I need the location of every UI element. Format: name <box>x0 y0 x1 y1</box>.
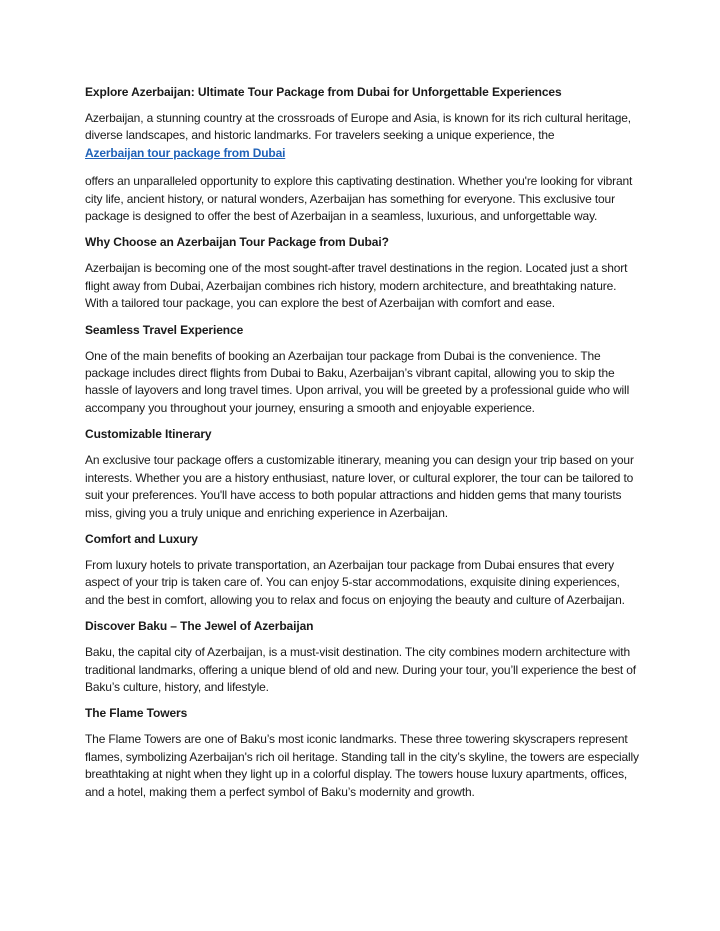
section-heading-comfort-luxury: Comfort and Luxury <box>85 531 198 546</box>
section-heading-flame-towers: The Flame Towers <box>85 706 188 721</box>
intro-text: Azerbaijan, a stunning country at the crossroads of Europe and Asia, is known for its rich cultural heritage, diverse landscapes, and historic landmarks. For travelers seeking a unique experience, the <box>85 111 631 143</box>
azerbaijan-tour-package-link[interactable]: Azerbaijan tour package from Dubai <box>85 145 286 160</box>
intro-continuation: offers an unparalleled opportunity to explore this captivating destination. Whether you're looking for vibrant city life, ancient history, or natural wonders, Azerbaijan has something for everyone. This exclusive tour package is designed to offer the best of Azerbaijan in a seamless, luxurious, and unforgettable way. <box>85 174 633 224</box>
section-body-discover-baku: Baku, the capital city of Azerbaijan, is a must-visit destination. The city combines modern architecture with traditional landmarks, offering a unique blend of old and new. During your tour, you’ll experience the best of Baku’s culture, history, and lifestyle. <box>85 645 636 694</box>
section-heading-seamless-travel: Seamless Travel Experience <box>85 322 244 337</box>
intro-paragraph <box>85 110 641 162</box>
section-body-customizable-itinerary: An exclusive tour package offers a customizable itinerary, meaning you can design your trip based on your interests. Whether you are a history enthusiast, nature lover, or cultural explorer, the tour can be tailored to suit your preferences. You'll have access to both popular attractions and hidden gems that many tourists miss, giving you a truly unique and enriching experience in Azerbaijan. <box>85 453 634 520</box>
section-body-seamless-travel: One of the main benefits of booking an Azerbaijan tour package from Dubai is the convenience. The package includes direct flights from Dubai to Baku, Azerbaijan’s vibrant capital, allowing you to skip the hassle of layovers and long travel times. Upon arrival, you will be greeted by a professional guide who will accompany you throughout your journey, ensuring a smooth and enjoyable experience. <box>85 348 630 415</box>
section-body-why-choose: Azerbaijan is becoming one of the most sought-after travel destinations in the region. Located just a short flight away from Dubai, Azerbaijan combines rich history, modern architecture, and breathtaking nature. With a tailored tour package, you can explore the best of Azerbaijan with comfort and ease. <box>85 261 628 311</box>
section-heading-discover-baku: Discover Baku – The Jewel of Azerbaijan <box>85 619 314 634</box>
section-heading-why-choose: Why Choose an Azerbaijan Tour Package from Dubai? <box>85 235 389 250</box>
section-body-flame-towers: The Flame Towers are one of Baku’s most iconic landmarks. These three towering skyscrapers represent flames, symbolizing Azerbaijan's rich oil heritage. Standing tall in the city’s skyline, the towers are especially breathtaking at night when they light up in a colorful display. The towers house luxury apartments, offices, and a hotel, making them a perfect symbol of Baku’s modernity and growth. <box>85 732 639 799</box>
document-page <box>85 84 641 810</box>
document-title: Explore Azerbaijan: Ultimate Tour Package from Dubai for Unforgettable Experiences <box>85 85 562 99</box>
section-body-comfort-luxury: From luxury hotels to private transportation, an Azerbaijan tour package from Dubai ensures that every aspect of your trip is taken care of. You can enjoy 5-star accommodations, exquisite dining experiences, and the best in comfort, allowing you to relax and focus on enjoying the beauty and culture of Azerbaijan. <box>85 557 625 607</box>
section-heading-customizable-itinerary: Customizable Itinerary <box>85 427 212 442</box>
